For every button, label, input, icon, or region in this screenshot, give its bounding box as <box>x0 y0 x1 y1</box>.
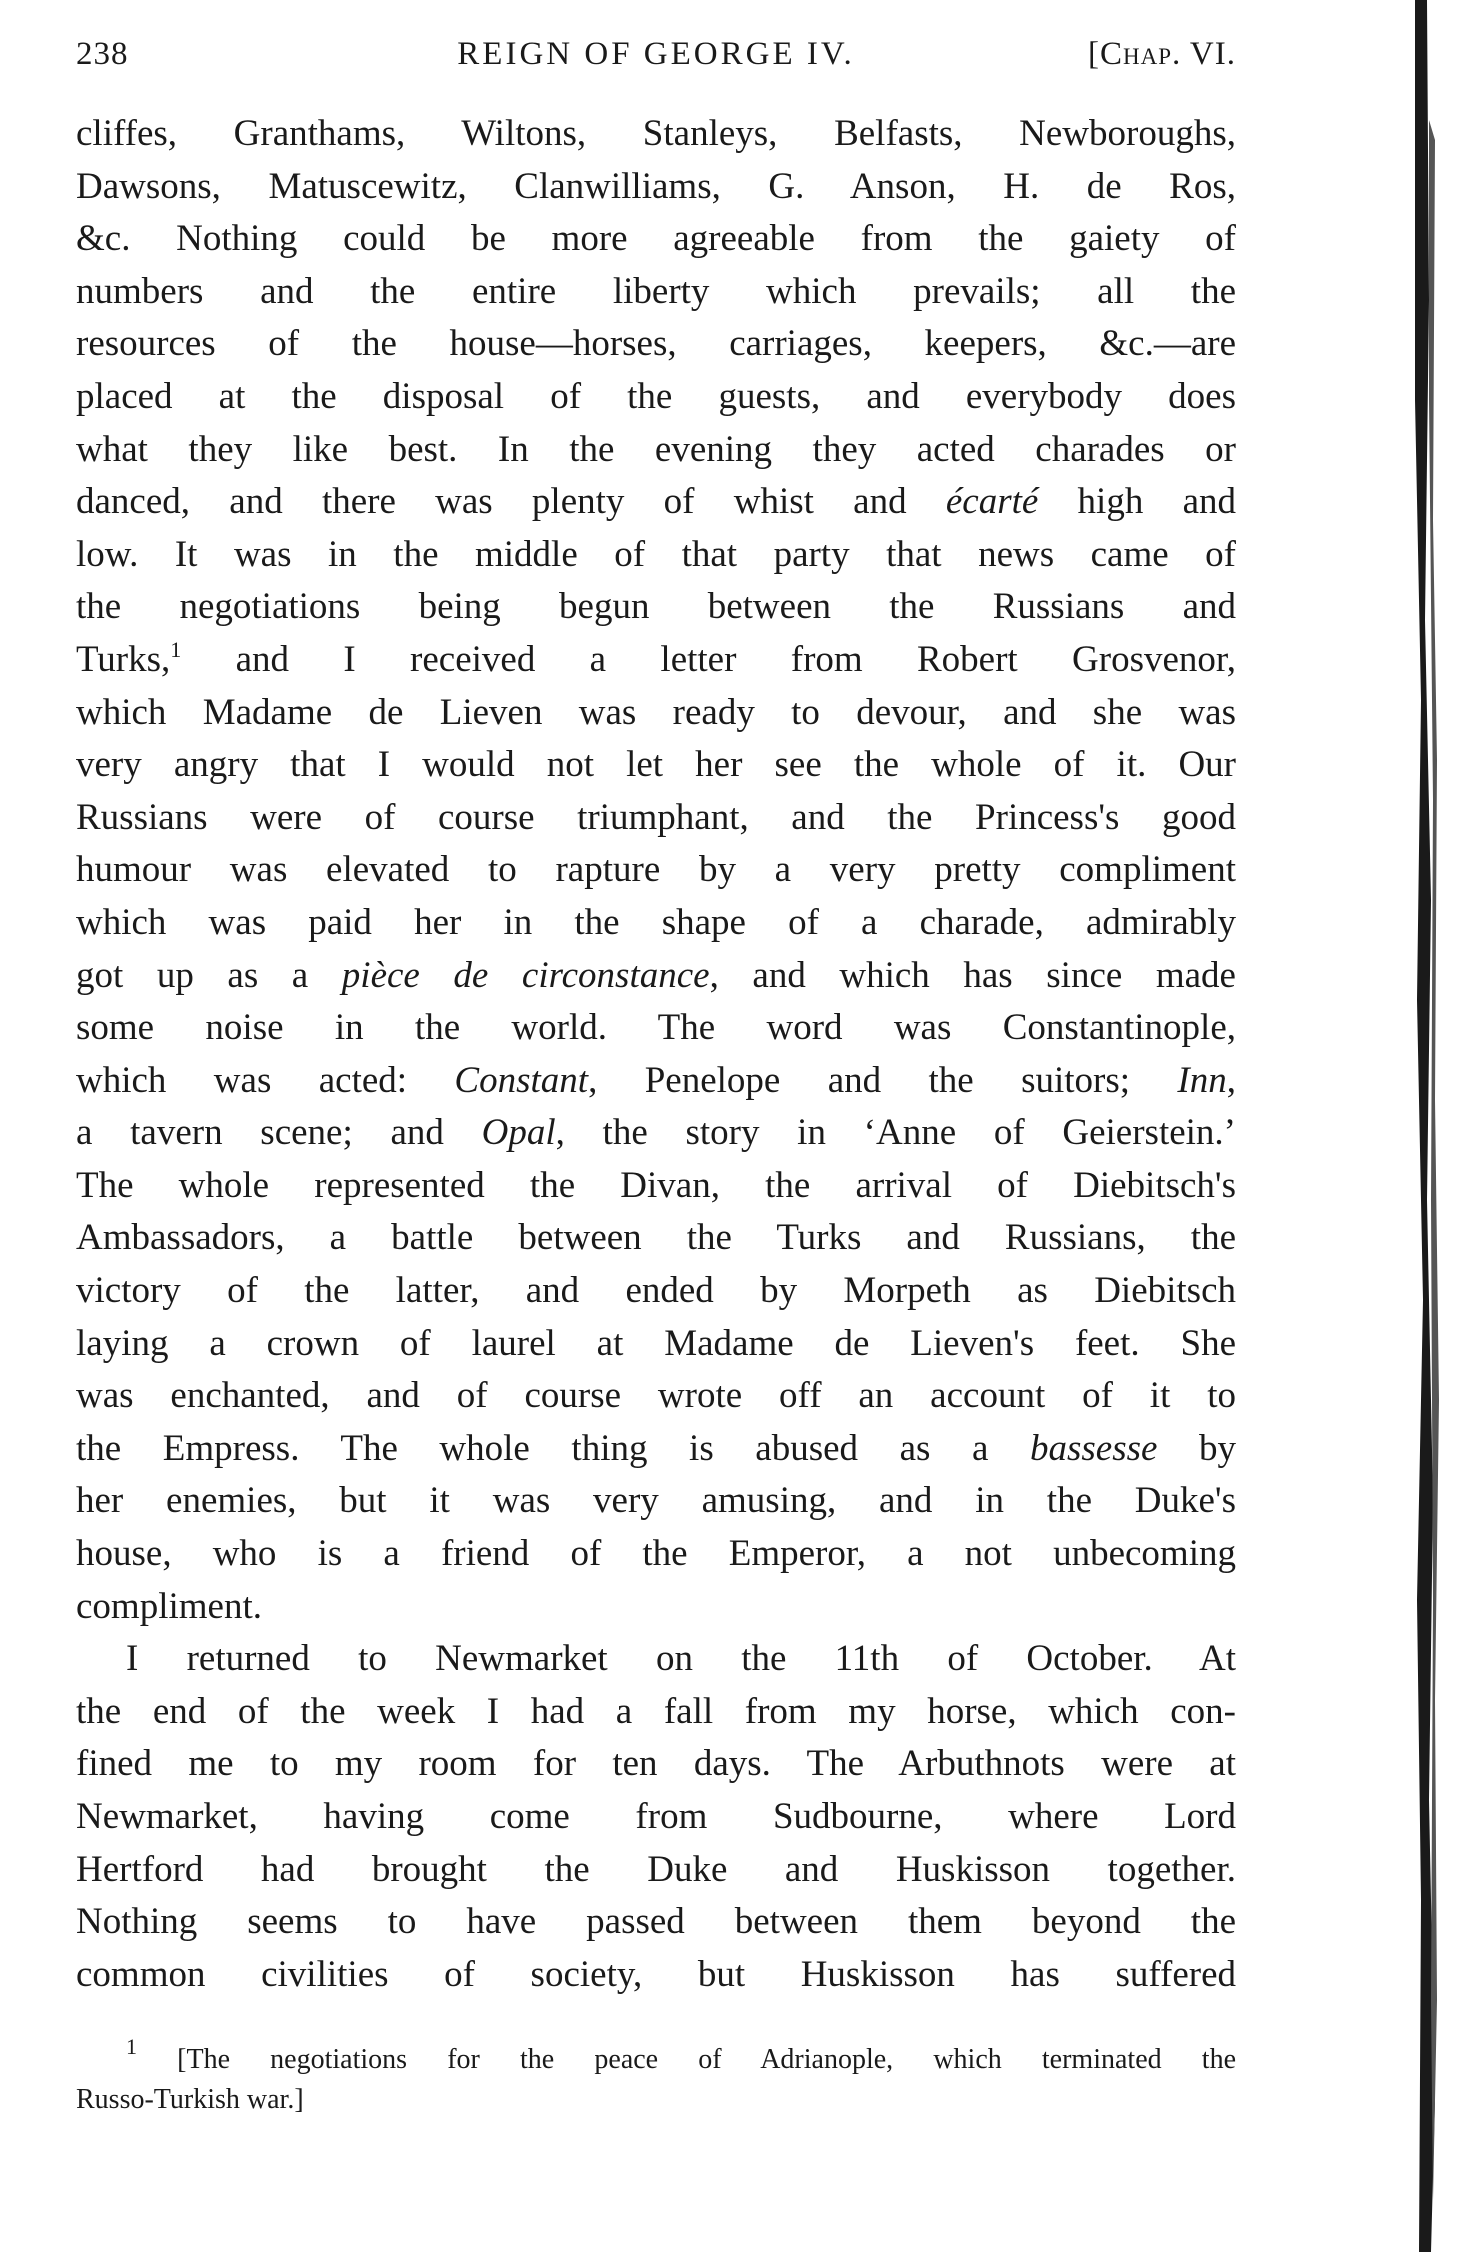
text-line <box>76 581 1236 634</box>
text-line <box>76 1107 1236 1160</box>
text-line <box>76 1738 1236 1791</box>
text-run: Nothing seems to have passed between them beyond the <box>76 1901 1236 1943</box>
binding-edge <box>1405 0 1481 2252</box>
running-title: REIGN OF GEORGE IV. <box>457 36 855 72</box>
text-line <box>76 792 1236 845</box>
text-line <box>76 1160 1236 1213</box>
text-line <box>76 1528 1236 1581</box>
footnote-marker: 1 <box>126 2034 137 2059</box>
text-run: her enemies, but it was very amusing, and in the Duke's <box>76 1480 1236 1522</box>
text-run: the end of the week I had a fall from my horse, which con- <box>76 1690 1236 1732</box>
text-line <box>76 108 1236 161</box>
text-line <box>76 1791 1236 1844</box>
text-run: which was acted: <box>76 1059 455 1101</box>
text-run: cliffes, Granthams, Wiltons, Stanleys, Belfasts, Newboroughs, <box>76 113 1236 154</box>
text-line <box>76 739 1236 792</box>
text-line <box>76 1686 1236 1739</box>
text-run: victory of the latter, and ended by Morpeth as Diebitsch <box>76 1270 1236 1312</box>
text-line <box>76 1212 1236 1265</box>
text-run: very angry that I would not let her see the whole of it. Our <box>76 744 1236 786</box>
text-line <box>76 844 1236 897</box>
footnote-text-2: Russo-Turkish war.] <box>76 2084 304 2115</box>
italic-run: Opal <box>481 1112 556 1154</box>
text-run: high and <box>1038 481 1236 523</box>
text-run: house, who is a friend of the Emperor, a not unbecoming <box>76 1533 1236 1575</box>
italic-run: Inn <box>1177 1059 1227 1101</box>
text-run: The whole represented the Divan, the arrival of Diebitsch's <box>76 1164 1236 1206</box>
footnote-text-1: [The negotiations for the peace of Adrianople, which terminated the <box>137 2044 1236 2075</box>
text-run: , and which has since made <box>709 954 1236 996</box>
text-line <box>76 687 1236 740</box>
text-line <box>76 1055 1236 1108</box>
text-run: Dawsons, Matuscewitz, Clanwilliams, G. Anson, H. de Ros, <box>76 165 1236 207</box>
footnote-line <box>76 2034 1236 2080</box>
text-run: the Empress. The whole thing is abused as a <box>76 1427 1030 1469</box>
text-line <box>76 1475 1236 1528</box>
text-line <box>76 634 1236 687</box>
text-line <box>76 1002 1236 1055</box>
text-run: which was paid her in the shape of a charade, admirably <box>76 901 1236 943</box>
text-run: danced, and there was plenty of whist and <box>76 481 946 523</box>
italic-run: Constant <box>454 1059 589 1101</box>
text-line <box>76 950 1236 1003</box>
text-run: some noise in the world. The word was Constantinople, <box>76 1007 1236 1049</box>
text-run: what they like best. In the evening they acted charades or <box>76 428 1236 470</box>
text-run: Newmarket, having come from Sudbourne, where Lord <box>76 1796 1236 1837</box>
chapter-label <box>1088 36 1236 73</box>
text-line <box>76 1949 1236 2002</box>
text-line <box>76 1265 1236 1318</box>
text-line <box>76 266 1236 319</box>
text-run: got up as a <box>76 954 342 996</box>
text-line <box>76 161 1236 214</box>
text-run: resources of the house—horses, carriages, keepers, &c.—are <box>76 323 1236 365</box>
italic-run: pièce de circonstance <box>341 954 710 996</box>
text-line <box>76 318 1236 371</box>
text-run: low. It was in the middle of that party that news came of <box>76 533 1236 575</box>
text-line <box>76 897 1236 950</box>
text-line <box>76 1633 1236 1686</box>
text-line <box>76 1896 1236 1949</box>
text-run: a tavern scene; and <box>76 1112 482 1154</box>
running-head <box>76 36 1236 86</box>
text-run: Turks, <box>76 638 171 680</box>
text-run: laying a crown of laurel at Madame de Lieven's feet. She <box>76 1322 1236 1364</box>
text-line <box>76 1318 1236 1371</box>
text-run: numbers and the entire liberty which prevails; all the <box>76 270 1236 312</box>
chapter-number: VI. <box>1189 36 1236 72</box>
text-run: humour was elevated to rapture by a very pretty compliment <box>76 849 1236 891</box>
text-run: Ambassadors, a battle between the Turks and Russians, the <box>76 1217 1236 1259</box>
italic-run: écarté <box>945 481 1039 523</box>
footnote <box>76 2034 1236 2120</box>
text-run: &c. Nothing could be more agreeable from the gaiety of <box>76 218 1236 260</box>
text-run: and I received a letter from Robert Grosvenor, <box>181 638 1236 680</box>
text-run: , the story in ‘Anne of Geierstein.’ <box>555 1112 1236 1154</box>
body-text <box>76 108 1236 2001</box>
footnote-line <box>76 2080 1236 2120</box>
text-line <box>76 476 1236 529</box>
text-run: , <box>1226 1059 1236 1101</box>
text-run: was enchanted, and of course wrote off an account of it to <box>76 1375 1236 1417</box>
chapter-word: Chap. <box>1099 36 1182 72</box>
text-line <box>76 424 1236 477</box>
text-line <box>76 1423 1236 1476</box>
text-run: , Penelope and the suitors; <box>588 1059 1178 1101</box>
text-line <box>76 529 1236 582</box>
text-run: placed at the disposal of the guests, and everybody does <box>76 375 1236 417</box>
text-run: common civilities of society, but Huskisson has suffered <box>76 1953 1236 1995</box>
text-run: Hertford had brought the Duke and Huskisson together. <box>76 1848 1236 1890</box>
footnote-ref: 1 <box>170 636 182 662</box>
text-line <box>76 1581 1236 1634</box>
text-line <box>76 1370 1236 1423</box>
text-run: which Madame de Lieven was ready to devour, and she was <box>76 691 1236 733</box>
text-run: by <box>1157 1427 1236 1469</box>
text-run: I returned to Newmarket on the 11th of October. At <box>126 1638 1236 1680</box>
text-run: the negotiations being begun between the Russians and <box>76 586 1236 628</box>
text-line <box>76 371 1236 424</box>
italic-run: bassesse <box>1029 1427 1158 1469</box>
text-run: compliment. <box>76 1585 262 1627</box>
page-number: 238 <box>76 36 129 72</box>
text-line <box>76 213 1236 266</box>
chapter-bracket: [ <box>1087 36 1100 72</box>
text-run: Russians were of course triumphant, and the Princess's good <box>76 796 1236 838</box>
text-run: fined me to my room for ten days. The Arbuthnots were at <box>76 1743 1236 1785</box>
text-line <box>76 1844 1236 1897</box>
